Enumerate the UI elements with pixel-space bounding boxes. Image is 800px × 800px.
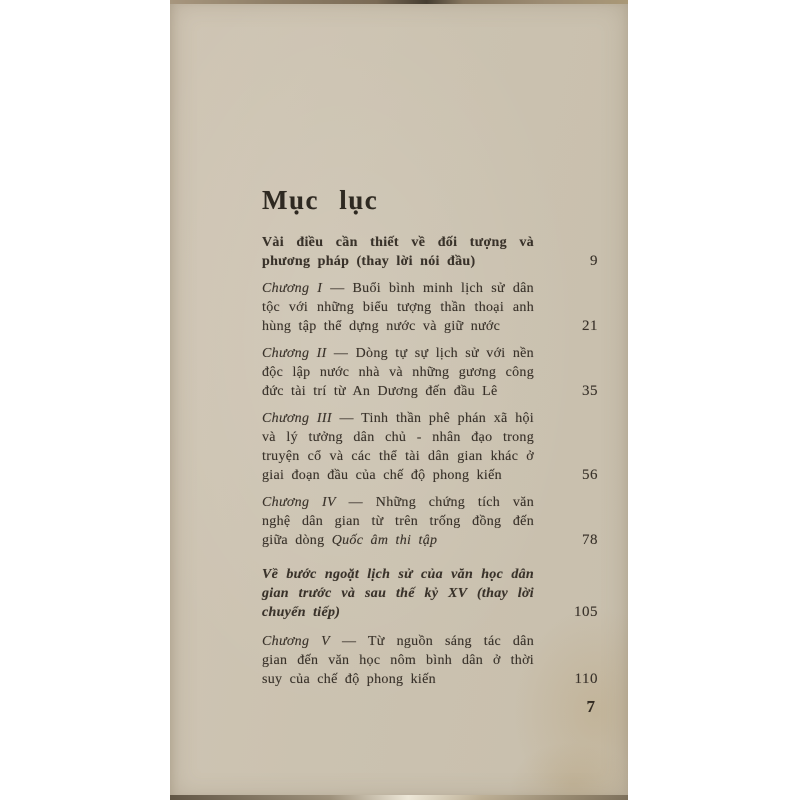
dash: — [333, 346, 349, 361]
toc-entry-preface [262, 233, 598, 271]
page-top-edge [170, 0, 628, 4]
chapter-label: Chương IV [262, 495, 336, 510]
entry-text [262, 279, 534, 336]
toc-entry-interlude [262, 565, 598, 622]
entry-page-number: 110 [574, 671, 598, 687]
chapter-label: Chương III [262, 411, 332, 426]
dash: — [348, 495, 363, 510]
entry-page-number: 35 [582, 383, 598, 399]
entry-page-number: 105 [574, 604, 598, 620]
entry-body: Dòng tự sự lịch sử với nền độc lập nước nhà và những gương công đức tài trí từ An Dương đến đầu Lê [262, 346, 534, 399]
dash: — [341, 634, 357, 649]
entry-text [262, 565, 534, 622]
entry-text [262, 632, 534, 689]
toc-entry-chapter-4 [262, 493, 598, 550]
chapter-label: Chương I [262, 281, 323, 296]
toc-title: Mục lục [262, 185, 379, 215]
chapter-label: Chương II [262, 346, 327, 361]
entry-text [262, 344, 534, 401]
entry-text [262, 493, 534, 550]
entry-body: Những chứng tích văn nghệ dân gian từ trên trống đồng đến giữa dòng [262, 495, 534, 548]
entry-body: Tinh thần phê phán xã hội và lý tưởng dân chủ - nhân đạo trong truyện cổ và các thể tài dân gian khác ở giai đoạn đầu của chế độ phong kiến [262, 411, 534, 483]
toc-entry-chapter-2 [262, 344, 598, 401]
toc-content [262, 184, 598, 697]
entry-body: Về bước ngoặt lịch sử của văn học dân gian trước và sau thế kỷ XV (thay lời chuyển tiếp) [262, 567, 534, 620]
chapter-label: Chương V [262, 634, 331, 649]
entry-text [262, 409, 534, 485]
entry-text [262, 233, 534, 271]
toc-entry-chapter-3 [262, 409, 598, 485]
dash: — [339, 411, 354, 426]
entry-work-title: Quốc âm thi tập [331, 533, 438, 548]
entry-page-number: 78 [582, 532, 598, 548]
entry-page-number: 56 [582, 467, 598, 483]
page-bottom-edge [170, 795, 628, 800]
toc-entry-chapter-1 [262, 279, 598, 336]
entry-body: Vài điều cần thiết về đối tượng và phương pháp (thay lời nói đầu) [262, 235, 534, 269]
entry-page-number: 9 [590, 253, 598, 269]
dash: — [330, 281, 345, 296]
toc-entry-chapter-5 [262, 632, 598, 689]
entry-page-number: 21 [582, 318, 598, 334]
book-page [170, 0, 628, 800]
folio-number: 7 [586, 697, 595, 716]
entry-body: Buổi bình minh lịch sử dân tộc với những biểu tượng thần thoại anh hùng tập thể dựng nước và giữ nước [262, 281, 534, 334]
entry-body: Từ nguồn sáng tác dân gian đến văn học nôm bình dân ở thời suy của chế độ phong kiến [262, 634, 534, 687]
